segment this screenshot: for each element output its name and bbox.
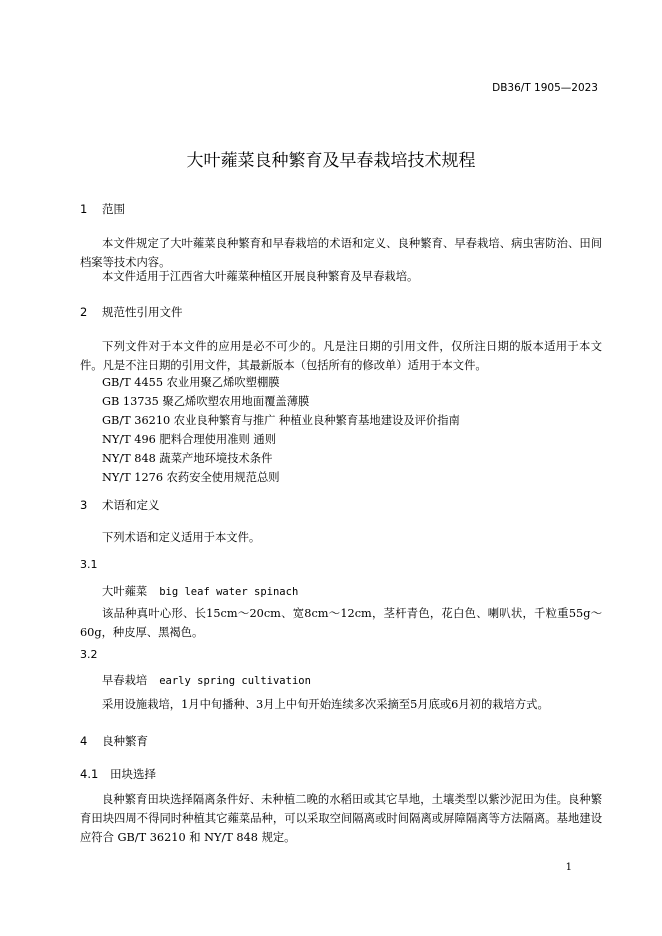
section-heading-4 (80, 733, 148, 749)
reference-item: GB/T 4455 农业用聚乙烯吹塑棚膜 (102, 376, 280, 389)
document-title: 大叶蕹菜良种繁育及早春栽培技术规程 (186, 151, 476, 171)
term-entry (102, 583, 298, 599)
section-heading-3 (80, 497, 160, 513)
reference-item: NY/T 496 肥料合理使用准则 通则 (102, 433, 276, 446)
paragraph-scope-1: 本文件规定了大叶蕹菜良种繁育和早春栽培的术语和定义、良种繁育、早春栽培、病虫害防治、田间档案等技术内容。 (80, 237, 602, 269)
paragraph-field-selection: 良种繁育田块选择隔离条件好、未种植二晚的水稻田或其它旱地，土壤类型以紫沙泥田为佳。良种繁育田块四周不得同时种植其它蕹菜品种，可以采取空间隔离或时间隔离或屏障隔离等方法隔离。基地建设应符合 GB/T 36210 和 NY/T 848 规定。 (80, 793, 602, 844)
section-heading-1 (80, 201, 125, 217)
term-entry (102, 672, 311, 688)
section-number: 4 (80, 734, 88, 748)
reference-item: NY/T 1276 农药安全使用规范总则 (102, 471, 280, 484)
section-heading-2 (80, 304, 183, 320)
term-definition: 该品种真叶心形、长15cm～20cm、宽8cm～12cm，茎杆青色，花白色、喇叭状，千粒重55g～60g，种皮厚、黑褐色。 (80, 607, 602, 639)
paragraph-terms-intro: 下列术语和定义适用于本文件。 (102, 531, 261, 544)
term-definition: 采用设施栽培，1月中旬播种、3月上中旬开始连续多次采摘至5月底或6月初的栽培方式。 (102, 698, 549, 711)
reference-item: GB/T 36210 农业良种繁育与推广 种植业良种繁育基地建设及评价指南 (102, 414, 460, 427)
term-chinese: 大叶蕹菜 (102, 585, 148, 598)
term-number: 3.2 (80, 648, 98, 661)
page-number: 1 (565, 862, 572, 873)
term-chinese: 早春栽培 (102, 674, 148, 687)
term-english: early spring cultivation (159, 675, 311, 687)
section-number: 1 (80, 202, 88, 216)
term-number: 3.1 (80, 558, 98, 571)
subsection-title: 田块选择 (110, 767, 156, 781)
paragraph-normative-refs: 下列文件对于本文件的应用是必不可少的。凡是注日期的引用文件，仅所注日期的版本适用于本文件。凡是不注日期的引用文件，其最新版本（包括所有的修改单）适用于本文件。 (80, 340, 602, 372)
paragraph-scope-2: 本文件适用于江西省大叶蕹菜种植区开展良种繁育及早春栽培。 (102, 270, 419, 283)
document-id: DB36/T 1905—2023 (492, 82, 598, 94)
section-title: 良种繁育 (102, 734, 148, 748)
section-title: 规范性引用文件 (102, 305, 183, 319)
subsection-heading-4-1 (80, 766, 156, 782)
subsection-number: 4.1 (80, 767, 99, 781)
section-title: 范围 (102, 202, 125, 216)
term-english: big leaf water spinach (159, 586, 299, 598)
reference-item: GB 13735 聚乙烯吹塑农用地面覆盖薄膜 (102, 395, 310, 408)
section-number: 3 (80, 498, 88, 512)
section-title: 术语和定义 (102, 498, 160, 512)
section-number: 2 (80, 305, 88, 319)
reference-item: NY/T 848 蔬菜产地环境技术条件 (102, 452, 273, 465)
